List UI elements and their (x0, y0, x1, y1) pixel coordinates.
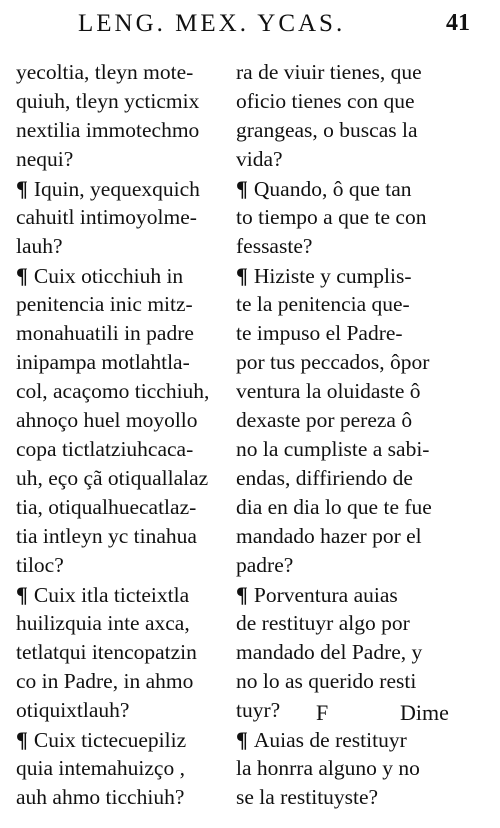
line-text: tia intleyn yc tinahua (16, 524, 197, 548)
line-text: lauh? (16, 234, 63, 258)
line-text: mandado del Padre, y (236, 640, 423, 664)
line-text: Auias de restituyr (253, 728, 407, 752)
page-footer (0, 700, 500, 734)
pilcrow-mark: ¶ (236, 263, 248, 288)
text-line (16, 406, 228, 435)
text-line (16, 609, 228, 638)
text-line (16, 435, 228, 464)
line-text: nextilia immotechmo (16, 118, 200, 142)
line-text: tuyr? (236, 698, 281, 722)
text-line (16, 551, 228, 580)
pilcrow-mark: ¶ (16, 727, 28, 752)
text-line (16, 493, 228, 522)
line-text: tiloc? (16, 553, 64, 577)
text-line (16, 87, 228, 116)
line-text: Cuix itla ticteixtla (33, 583, 190, 607)
line-text: uh, eço çã otiquallalaz (16, 466, 209, 490)
text-line (16, 58, 228, 87)
line-text: dia en dia lo que te fue (236, 495, 432, 519)
text-line (236, 319, 480, 348)
line-text: ra de viuir tienes, que (236, 60, 422, 84)
line-text: otiquixtlauh? (16, 698, 130, 722)
line-text: copa tictlatziuhcaca- (16, 437, 194, 461)
line-text: la honrra alguno y no (236, 756, 420, 780)
text-line (16, 783, 228, 812)
line-text: nequi? (16, 147, 74, 171)
line-text: ahnoço huel moyollo (16, 408, 198, 432)
text-line (236, 783, 480, 812)
text-line (236, 522, 480, 551)
text-line (16, 522, 228, 551)
pilcrow-mark: ¶ (236, 176, 248, 201)
line-text: endas, diffiriendo de (236, 466, 413, 490)
line-text: te la penitencia que- (236, 292, 410, 316)
pilcrow-mark: ¶ (236, 727, 248, 752)
line-text: no lo as querido resti (236, 669, 417, 693)
text-line (16, 290, 228, 319)
text-line (236, 203, 480, 232)
pilcrow-mark: ¶ (236, 582, 248, 607)
text-line (236, 174, 480, 203)
line-text: padre? (236, 553, 294, 577)
pilcrow-mark: ¶ (16, 582, 28, 607)
text-line (236, 638, 480, 667)
text-line (16, 377, 228, 406)
line-text: inipampa motlahtla- (16, 350, 190, 374)
line-text: Cuix tictecuepiliz (33, 728, 187, 752)
line-text: cahuitl intimoyolme- (16, 205, 197, 229)
text-line (16, 667, 228, 696)
line-text: auh ahmo ticchiuh? (16, 785, 185, 809)
line-text: te impuso el Padre- (236, 321, 403, 345)
text-line (236, 116, 480, 145)
line-text: huilizquia inte axca, (16, 611, 190, 635)
pilcrow-mark: ¶ (16, 176, 28, 201)
text-line (236, 580, 480, 609)
text-line (16, 203, 228, 232)
line-text: quia intemahuizço , (16, 756, 185, 780)
text-line (16, 638, 228, 667)
text-line (236, 667, 480, 696)
catchword: Dime (400, 700, 449, 725)
text-line (236, 87, 480, 116)
text-line (16, 145, 228, 174)
running-head: LENG. MEX. YCAS. (78, 10, 346, 37)
text-line (236, 754, 480, 783)
folio-number: 41 (446, 10, 470, 36)
line-text: to tiempo a que te con (236, 205, 427, 229)
page-header (0, 8, 500, 42)
line-text: fessaste? (236, 234, 313, 258)
line-text: no la cumpliste a sabi- (236, 437, 430, 461)
line-text: Quando, ô que tan (253, 177, 412, 201)
line-text: por tus peccados, ôpor (236, 350, 430, 374)
line-text: tetlatqui itencopatzin (16, 640, 197, 664)
line-text: monahuatili in padre (16, 321, 194, 345)
text-line (236, 348, 480, 377)
pilcrow-mark: ¶ (16, 263, 28, 288)
text-line (236, 232, 480, 261)
text-line (16, 580, 228, 609)
line-text: Iquin, yequexquich (33, 177, 200, 201)
text-line (16, 464, 228, 493)
text-line (16, 319, 228, 348)
text-line (16, 232, 228, 261)
line-text: tia, otiqualhuecatlaz- (16, 495, 197, 519)
line-text: dexaste por pereza ô (236, 408, 413, 432)
line-text: mandado hazer por el (236, 524, 422, 548)
text-line (236, 464, 480, 493)
text-line (236, 609, 480, 638)
line-text: quiuh, tleyn ycticmix (16, 89, 200, 113)
text-line (236, 551, 480, 580)
line-text: se la restituyste? (236, 785, 379, 809)
text-line (16, 174, 228, 203)
text-line (236, 290, 480, 319)
line-text: Hiziste y cumplis- (253, 264, 412, 288)
signature-mark: F (316, 700, 329, 725)
line-text: oficio tienes con que (236, 89, 415, 113)
line-text: yecoltia, tleyn mote- (16, 60, 194, 84)
line-text: Cuix oticchiuh in (33, 264, 184, 288)
line-text: Porventura auias (253, 583, 398, 607)
text-line (236, 377, 480, 406)
text-line (236, 145, 480, 174)
line-text: vida? (236, 147, 283, 171)
line-text: grangeas, o buscas la (236, 118, 418, 142)
text-line (16, 754, 228, 783)
text-line (16, 261, 228, 290)
text-line (16, 348, 228, 377)
line-text: de restituyr algo por (236, 611, 410, 635)
nahuatl-column (16, 58, 228, 812)
text-line (16, 116, 228, 145)
text-line (236, 435, 480, 464)
text-line (236, 58, 480, 87)
line-text: penitencia inic mitz- (16, 292, 193, 316)
text-line (236, 406, 480, 435)
spanish-column (236, 58, 480, 812)
text-line (236, 261, 480, 290)
line-text: col, acaçomo ticchiuh, (16, 379, 210, 403)
line-text: ventura la oluidaste ô (236, 379, 421, 403)
text-line (236, 493, 480, 522)
line-text: co in Padre, in ahmo (16, 669, 194, 693)
